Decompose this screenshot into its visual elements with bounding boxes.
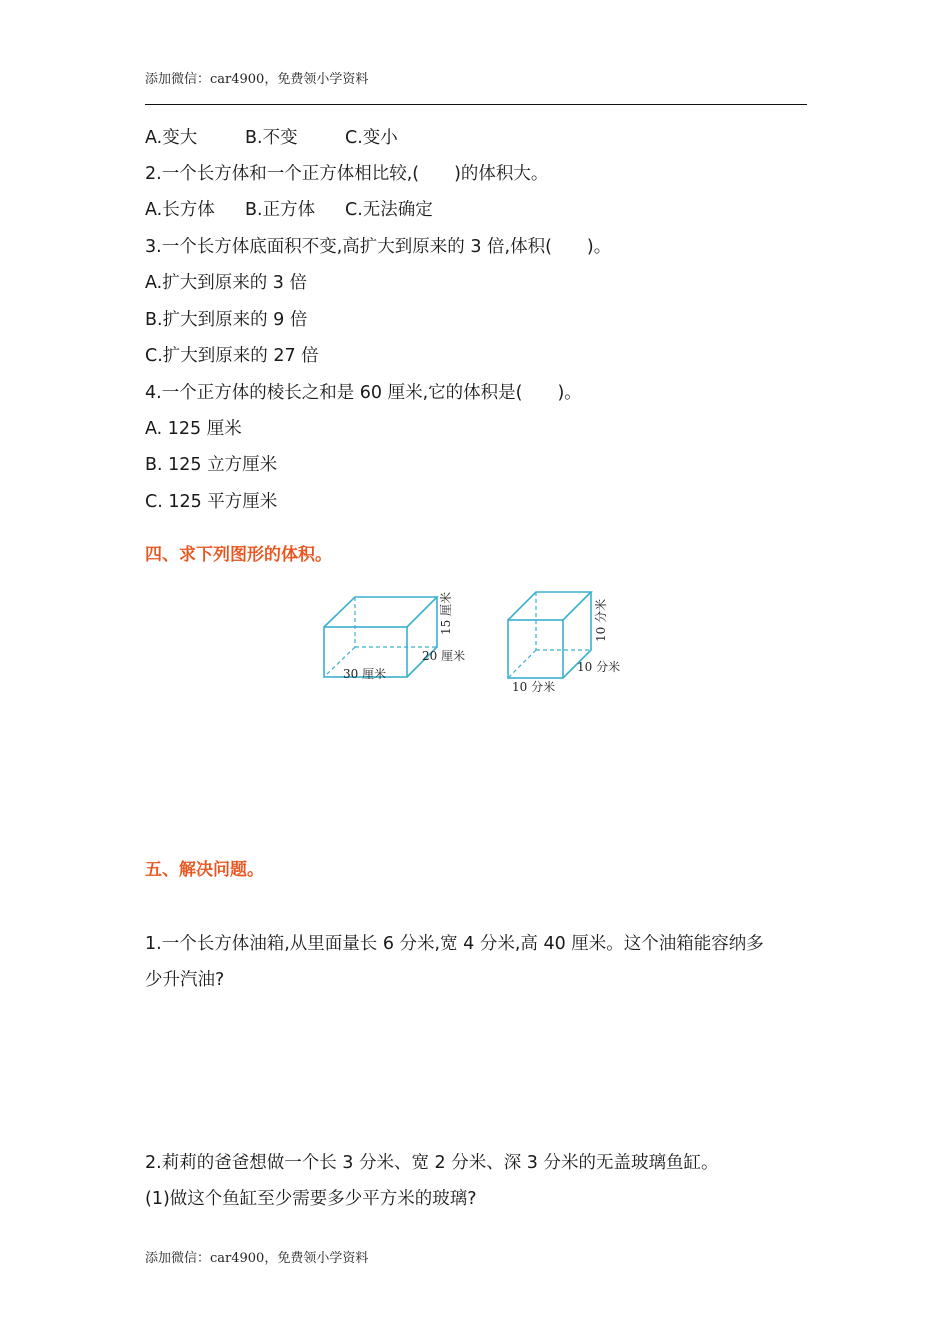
q1-option-c: C.变小: [345, 128, 398, 148]
cuboid-height-label: 15 厘米: [439, 591, 453, 635]
q2-options: [145, 196, 433, 221]
q3-option-c: C.扩大到原来的 27 倍: [145, 346, 319, 366]
q3-option-a: A.扩大到原来的 3 倍: [145, 273, 307, 293]
cube-width-label: 10 分米: [577, 660, 621, 674]
q4-option-a: A. 125 厘米: [145, 419, 242, 439]
q1-options: [145, 124, 398, 149]
cuboid-figure: [318, 585, 478, 690]
section4-title: 四、求下列图形的体积。: [145, 545, 332, 565]
q1-option-a: A.变大: [145, 128, 198, 148]
cuboid-width-label: 20 厘米: [422, 649, 466, 663]
q1-option-b: B.不变: [245, 128, 298, 148]
q2-option-c: C.无法确定: [345, 200, 433, 220]
section5-title: 五、解决问题。: [145, 860, 264, 880]
problem2-line2: (1)做这个鱼缸至少需要多少平方米的玻璃?: [145, 1189, 477, 1209]
page-header: 添加微信：car4900，免费领小学资料: [145, 72, 369, 87]
q4-option-c: C. 125 平方厘米: [145, 492, 278, 512]
problem2-line1: 2.莉莉的爸爸想做一个长 3 分米、宽 2 分米、深 3 分米的无盖玻璃鱼缸。: [145, 1153, 719, 1173]
cube-length-label: 10 分米: [512, 680, 556, 694]
cuboid-length-label: 30 厘米: [343, 667, 387, 681]
q2-stem: 2.一个长方体和一个正方体相比较,( )的体积大。: [145, 164, 549, 184]
page-footer: 添加微信：car4900，免费领小学资料: [145, 1251, 369, 1266]
q2-option-b: B.正方体: [245, 200, 316, 220]
q3-option-b: B.扩大到原来的 9 倍: [145, 310, 308, 330]
q4-stem: 4.一个正方体的棱长之和是 60 厘米,它的体积是( )。: [145, 383, 582, 403]
problem1-line1: 1.一个长方体油箱,从里面量长 6 分米,宽 4 分米,高 40 厘米。这个油箱能容纳多: [145, 934, 764, 954]
cube-figure: [503, 585, 638, 697]
q3-stem: 3.一个长方体底面积不变,高扩大到原来的 3 倍,体积( )。: [145, 237, 612, 257]
q4-option-b: B. 125 立方厘米: [145, 455, 278, 475]
cube-height-label: 10 分米: [594, 598, 608, 642]
header-rule: [145, 104, 807, 105]
q2-option-a: A.长方体: [145, 200, 215, 220]
problem1-line2: 少升汽油?: [145, 970, 225, 990]
